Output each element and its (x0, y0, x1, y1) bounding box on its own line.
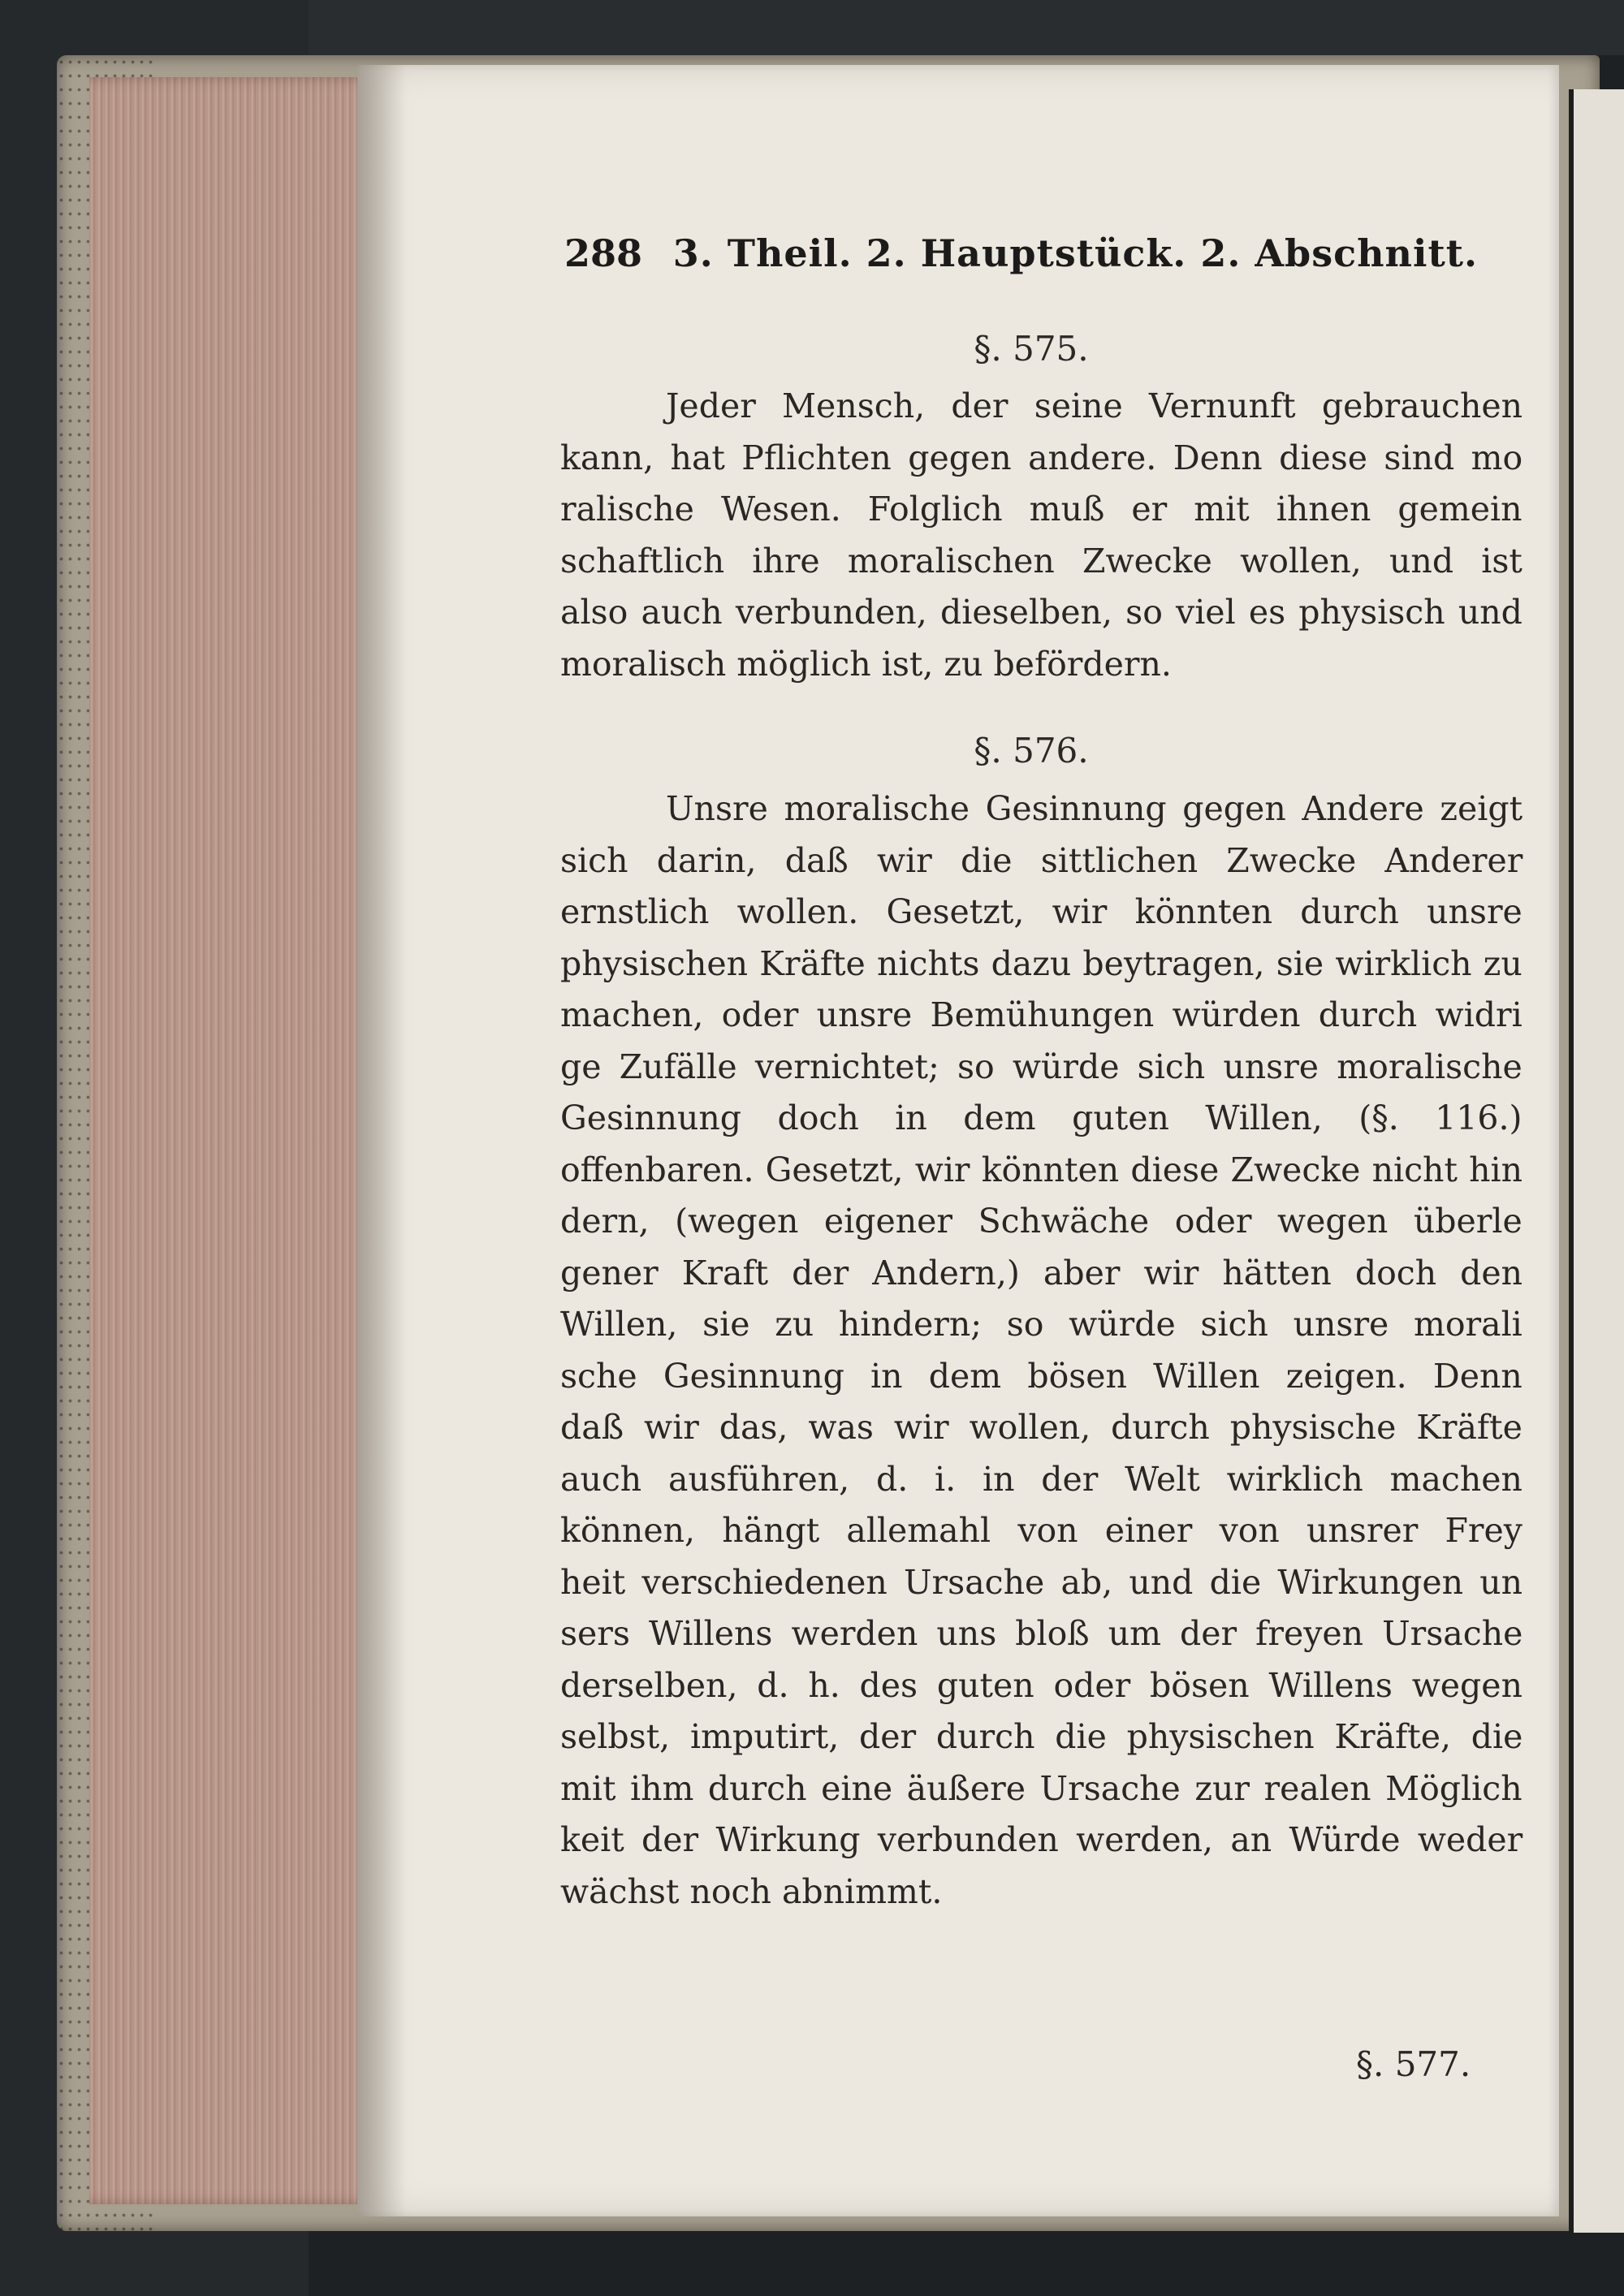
text-line: derselben, d. h. des guten oder bösen Willens wegen (560, 1665, 1522, 1705)
text-line: keit der Wirkung verbunden werden, an Würde weder (560, 1820, 1523, 1859)
catchword: §. 577. (1356, 2044, 1471, 2084)
text-line: physischen Kräfte nichts dazu beytragen, sie wirklich zu (560, 943, 1522, 983)
text-line: Jeder Mensch, der seine Vernunft gebrauchen (666, 386, 1523, 425)
running-title: 3. Theil. 2. Hauptstück. 2. Abschnitt. (672, 231, 1478, 275)
text-line: gener Kraft der Andern,) aber wir hätten doch den (560, 1253, 1523, 1293)
text-line: mit ihm durch eine äußere Ursache zur realen Möglich (560, 1768, 1522, 1808)
text-line: sich darin, daß wir die sittlichen Zwecke Anderer (560, 840, 1523, 880)
text-line: ralische Wesen. Folglich muß er mit ihnen gemein (560, 490, 1522, 529)
text-line: dern, (wegen eigener Schwäche oder wegen überle (560, 1202, 1522, 1241)
text-line: wächst noch abnimmt. (560, 1871, 943, 1911)
text-line: auch ausführen, d. i. in der Welt wirklich machen (560, 1459, 1522, 1499)
text-line: offenbaren. Gesetzt, wir könnten diese Zwecke nicht hin (560, 1150, 1523, 1189)
text-line: Unsre moralische Gesinnung gegen Andere zeigt (666, 789, 1523, 828)
text-line: also auch verbunden, dieselben, so viel es physisch und (560, 593, 1522, 632)
facing-page-edge (1569, 89, 1624, 2233)
text-line: sche Gesinnung in dem bösen Willen zeigen. Denn (560, 1356, 1522, 1396)
running-header (564, 231, 1478, 280)
text-line: ernstlich wollen. Gesetzt, wir könnten durch unsre (560, 892, 1522, 931)
text-line: heit verschiedenen Ursache ab, und die Wirkungen un (560, 1562, 1523, 1602)
text-line: Willen, sie zu hindern; so würde sich unsre morali (560, 1305, 1522, 1344)
section-heading: §. 576. (974, 731, 1089, 770)
text-line: kann, hat Pflichten gegen andere. Denn diese sind mo (560, 438, 1523, 477)
text-line: Gesinnung doch in dem guten Willen, (§. 116.) (560, 1098, 1522, 1137)
text-line: schaftlich ihre moralischen Zwecke wollen, und ist (560, 541, 1522, 580)
text-line: ge Zufälle vernichtet; so würde sich unsre moralische (560, 1047, 1522, 1086)
text-line: moralisch möglich ist, zu befördern. (560, 644, 1172, 684)
text-line: machen, oder unsre Bemühungen würden durch widri (560, 995, 1522, 1034)
text-line: sers Willens werden uns bloß um der freyen Ursache (560, 1614, 1523, 1653)
gutter-shadow (357, 65, 406, 2216)
section-heading: §. 575. (974, 329, 1089, 369)
text-line: selbst, imputirt, der durch die physischen Kräfte, die (560, 1717, 1523, 1756)
background-top (309, 0, 1624, 55)
page-number: 288 (564, 231, 643, 275)
text-line: daß wir das, was wir wollen, durch physische Kräfte (560, 1408, 1522, 1447)
text-line: können, hängt allemahl von einer von unsrer Frey (560, 1511, 1522, 1550)
